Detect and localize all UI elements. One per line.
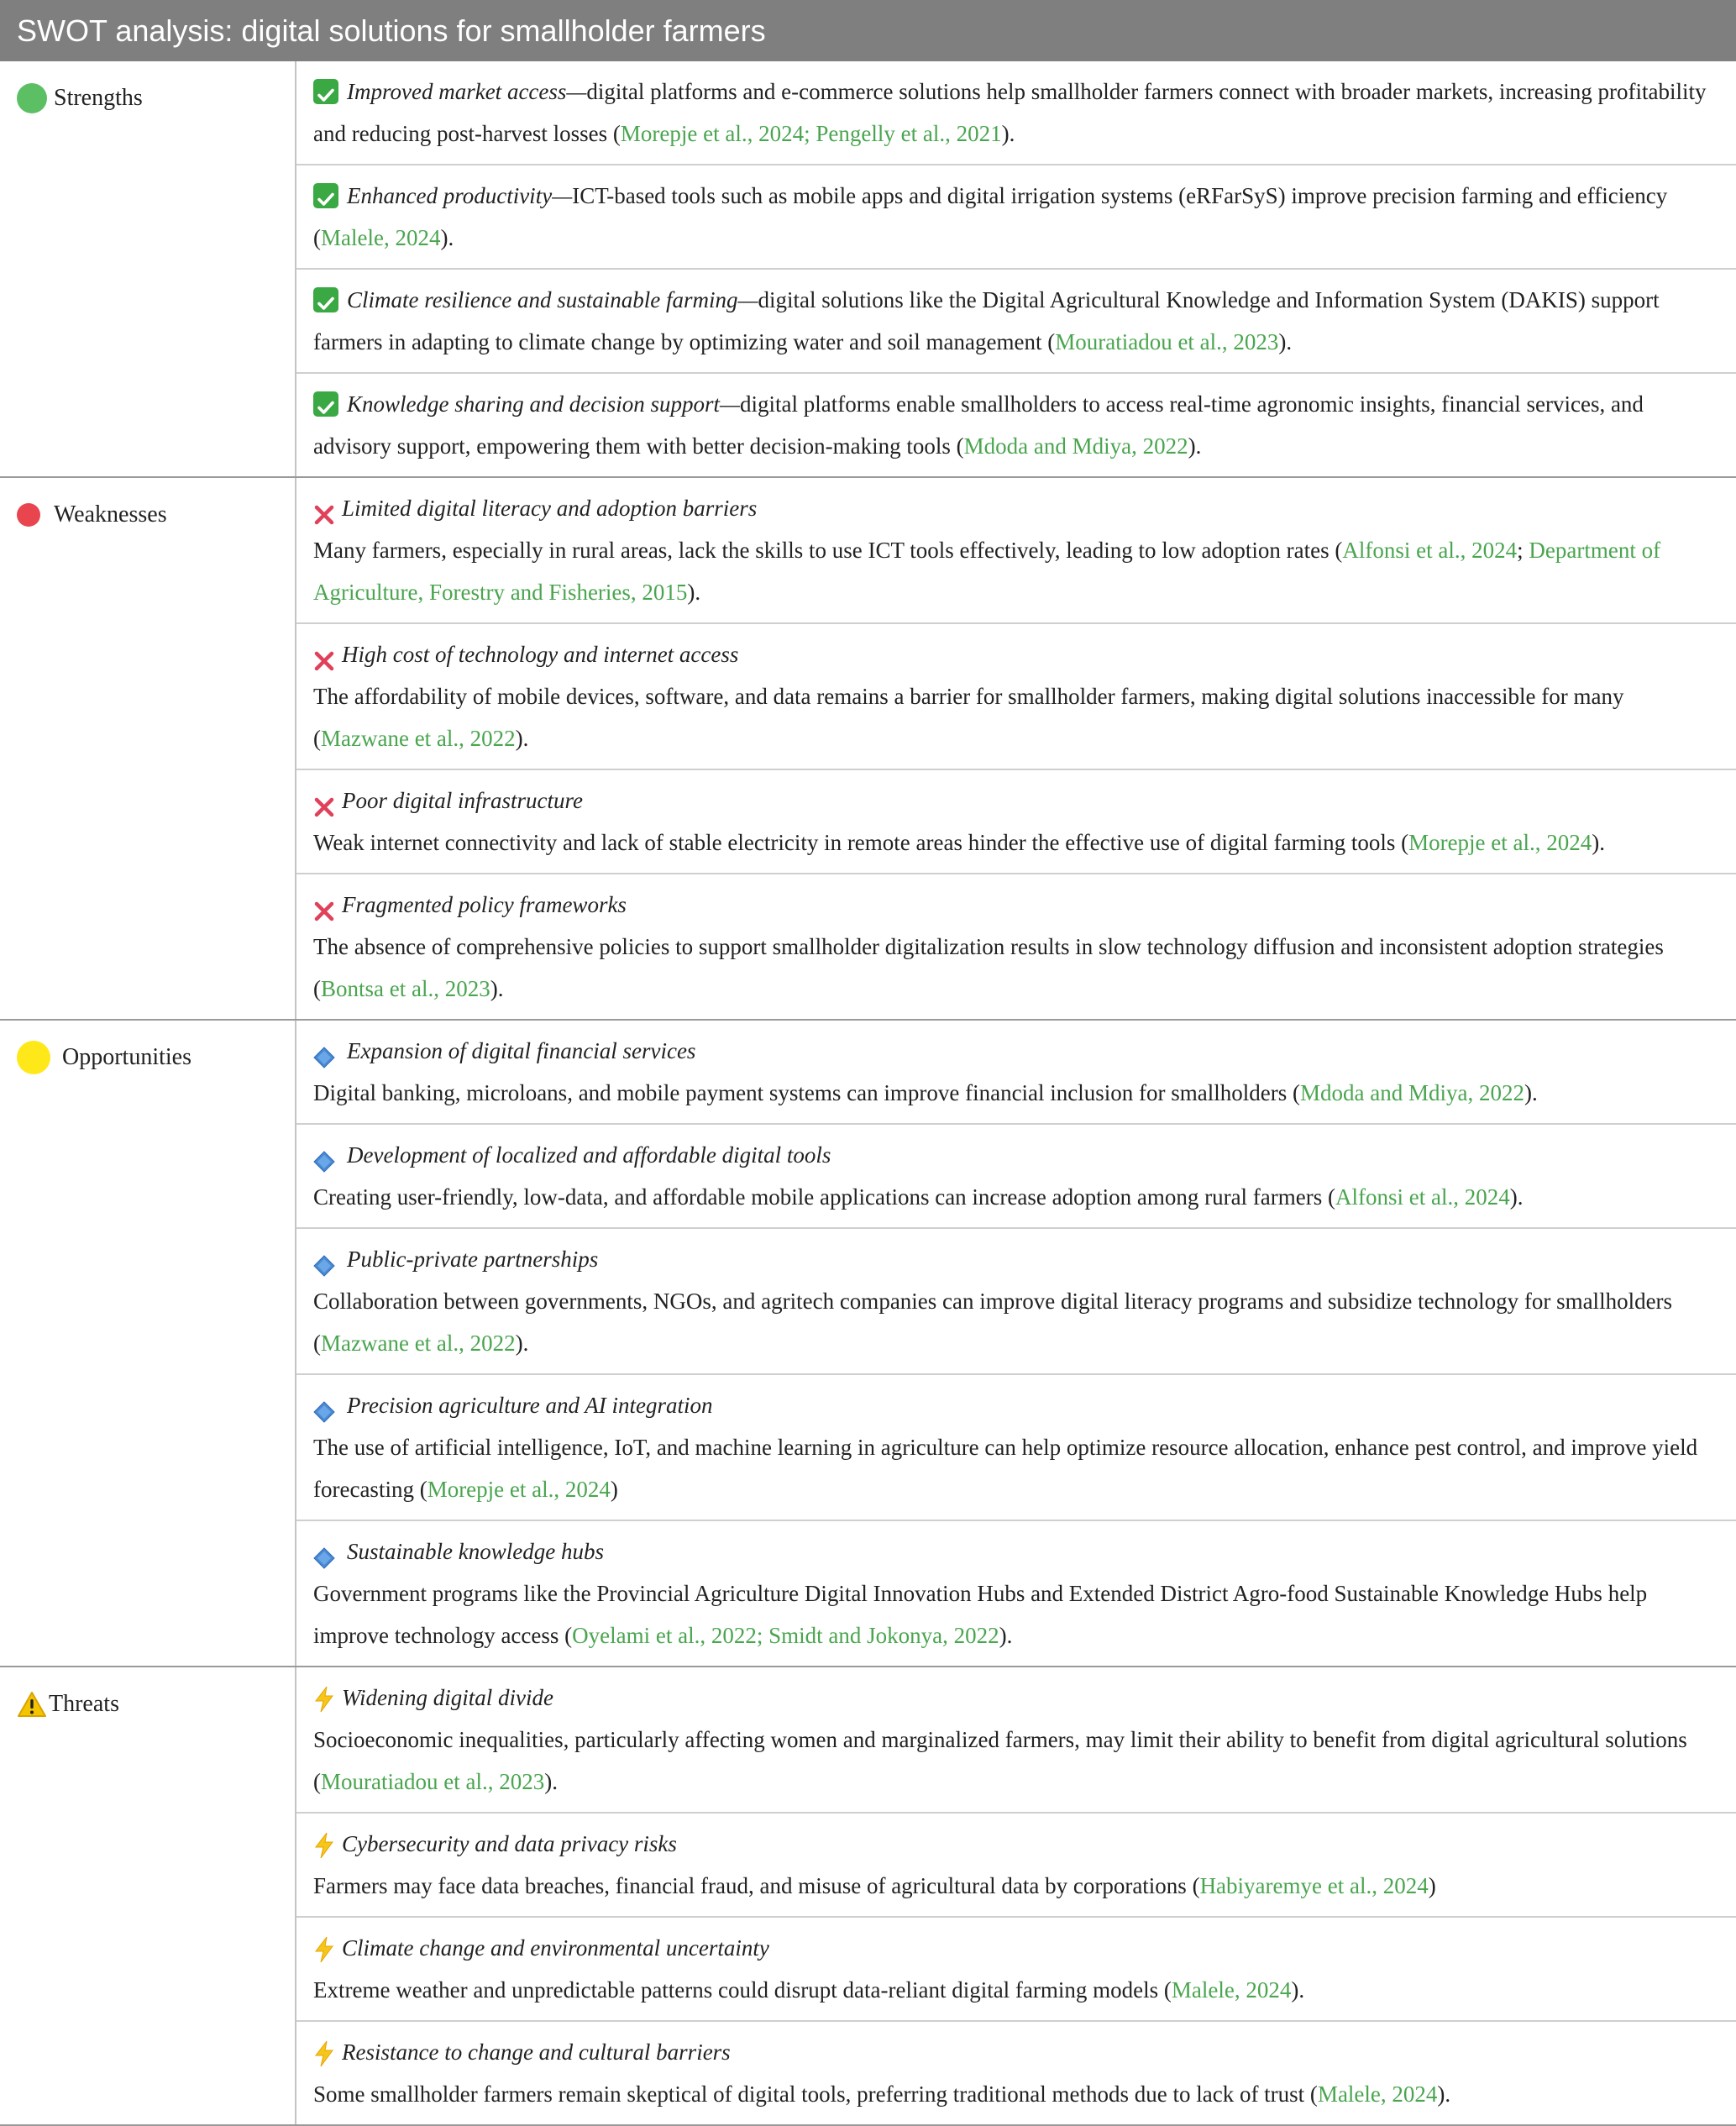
item-heading: Resistance to change and cultural barriers — [342, 2039, 731, 2065]
cross-icon — [313, 894, 335, 916]
item-heading: Fragmented policy frameworks — [342, 892, 627, 917]
citation-link: Mazwane et al., 2022 — [321, 1331, 516, 1356]
table-row — [0, 477, 1736, 623]
cross-icon — [313, 790, 335, 811]
lightning-icon — [313, 2039, 335, 2066]
cross-icon — [313, 497, 335, 519]
item-tail: ). — [999, 1623, 1013, 1648]
item-heading: Climate resilience and sustainable farming — [347, 287, 738, 312]
item-separator: — — [566, 79, 587, 104]
item-description: Creating user-friendly, low-data, and affordable mobile applications can increase adoption among rural farmers ( — [313, 1184, 1335, 1210]
swot-table — [0, 61, 1736, 2126]
lightning-icon — [313, 1830, 335, 1857]
citation-link: Malele, 2024 — [1317, 2081, 1438, 2107]
citation-link: Mdoda and Mdiya, 2022 — [963, 433, 1188, 459]
item-description: Collaboration between governments, NGOs, and agritech companies can improve digital literacy programs and subsidize technology for smallholders ( — [313, 1289, 1673, 1356]
item-cell — [296, 269, 1736, 373]
category-cell — [0, 1667, 296, 2125]
item-separator: — — [720, 391, 741, 417]
item-tail: ). — [515, 726, 529, 751]
category-label: Weaknesses — [54, 501, 167, 528]
item-heading: Expansion of digital financial services — [347, 1038, 696, 1063]
item-cell — [296, 1228, 1736, 1374]
cross-icon — [313, 643, 335, 665]
lightning-icon — [313, 1934, 335, 1961]
item-cell — [296, 1020, 1736, 1124]
item-cell — [296, 1520, 1736, 1667]
item-description: The affordability of mobile devices, software, and data remains a barrier for smallholder farmers, making digital solutions inaccessible for many ( — [313, 684, 1624, 751]
item-cell — [296, 1917, 1736, 2021]
red-circle-icon — [17, 503, 40, 527]
item-description: ICT-based tools such as mobile apps and digital irrigation systems (eRFarSyS) improve precision farming and efficiency ( — [313, 183, 1668, 250]
citation-link: Department of Agriculture, Forestry and Fisheries, 2015 — [313, 538, 1661, 605]
blue-diamond-icon — [313, 1541, 335, 1562]
category-cell — [0, 61, 296, 477]
item-description: Many farmers, especially in rural areas, lack the skills to use ICT tools effectively, leading to low adoption rates ( — [313, 538, 1343, 563]
item-tail: ). — [440, 225, 454, 250]
category-label: Opportunities — [62, 1044, 191, 1070]
item-description: Farmers may face data breaches, financial fraud, and misuse of agricultural data by corporations ( — [313, 1873, 1200, 1898]
green-circle-icon — [17, 83, 47, 113]
check-icon — [313, 183, 338, 208]
item-tail: ). — [1291, 1977, 1305, 2003]
item-cell — [296, 1667, 1736, 1813]
citation-link: Morepje et al., 2024 — [1408, 830, 1592, 855]
item-description: Extreme weather and unpredictable patterns could disrupt data-reliant digital farming models ( — [313, 1977, 1172, 2003]
blue-diamond-icon — [313, 1144, 335, 1166]
item-heading: Limited digital literacy and adoption barriers — [342, 496, 758, 521]
citation-link: Alfonsi et al., 2024 — [1335, 1184, 1510, 1210]
item-heading: Poor digital infrastructure — [342, 788, 584, 813]
warning-icon — [17, 1691, 47, 1718]
item-tail: ). — [1001, 121, 1015, 146]
citation-separator: ; — [1517, 538, 1529, 563]
item-heading: Knowledge sharing and decision support — [347, 391, 720, 417]
item-cell — [296, 874, 1736, 1020]
item-heading: Public-private partnerships — [347, 1247, 599, 1272]
table-title: SWOT analysis: digital solutions for smallholder farmers — [0, 0, 1736, 61]
item-tail: ). — [544, 1769, 558, 1794]
citation-link: Oyelami et al., 2022; Smidt and Jokonya, 2022 — [572, 1623, 999, 1648]
citation-link: Bontsa et al., 2023 — [321, 976, 490, 1001]
category-label: Threats — [49, 1691, 119, 1717]
item-cell — [296, 769, 1736, 874]
item-tail: ). — [515, 1331, 529, 1356]
citation-link: Malele, 2024 — [1171, 1977, 1292, 2003]
item-heading: Precision agriculture and AI integration — [347, 1393, 713, 1418]
citation-link: Mazwane et al., 2022 — [321, 726, 516, 751]
citation-link: Alfonsi et al., 2024 — [1342, 538, 1518, 563]
citation-link: Morepje et al., 2024; Pengelly et al., 2021 — [620, 121, 1002, 146]
item-description: digital platforms enable smallholders to access real-time agronomic insights, financial services, and advisory support, empowering them with better decision-making tools ( — [313, 391, 1644, 459]
item-heading: Enhanced productivity — [347, 183, 553, 208]
check-icon — [313, 287, 338, 312]
item-tail: ). — [1437, 2081, 1451, 2107]
item-cell — [296, 623, 1736, 769]
item-description: digital solutions like the Digital Agricultural Knowledge and Information System (DAKIS) support farmers in adapting to climate change by optimizing water and soil management ( — [313, 287, 1660, 354]
table-row — [0, 1667, 1736, 1813]
item-cell — [296, 1374, 1736, 1520]
citation-link: Mouratiadou et al., 2023 — [1055, 329, 1279, 354]
category-label: Strengths — [54, 85, 143, 111]
item-description: Government programs like the Provincial Agriculture Digital Innovation Hubs and Extended District Agro-food Sustainable Knowledge Hubs help improve technology access ( — [313, 1581, 1648, 1648]
item-heading: High cost of technology and internet access — [342, 642, 739, 667]
item-tail: ). — [1592, 830, 1606, 855]
citation-link: Mdoda and Mdiya, 2022 — [1300, 1080, 1524, 1105]
citation-link: Habiyaremye et al., 2024 — [1199, 1873, 1429, 1898]
item-heading: Cybersecurity and data privacy risks — [342, 1831, 677, 1856]
blue-diamond-icon — [313, 1248, 335, 1270]
citation-link: Mouratiadou et al., 2023 — [321, 1769, 545, 1794]
item-tail: ). — [1188, 433, 1202, 459]
item-tail: ). — [490, 976, 504, 1001]
item-description: Weak internet connectivity and lack of stable electricity in remote areas hinder the effective use of digital farming tools ( — [313, 830, 1409, 855]
item-heading: Improved market access — [347, 79, 567, 104]
item-tail: ). — [1524, 1080, 1538, 1105]
item-separator: — — [552, 183, 573, 208]
item-tail: ) — [1428, 1873, 1436, 1898]
item-cell — [296, 61, 1736, 165]
item-tail: ). — [1509, 1184, 1524, 1210]
item-cell — [296, 1813, 1736, 1917]
item-cell — [296, 165, 1736, 269]
item-cell — [296, 373, 1736, 477]
item-description: The use of artificial intelligence, IoT, and machine learning in agriculture can help optimize resource allocation, enhance pest control, and improve yield forecasting ( — [313, 1435, 1698, 1502]
item-description: Digital banking, microloans, and mobile payment systems can improve financial inclusion for smallholders ( — [313, 1080, 1300, 1105]
item-description: Some smallholder farmers remain skeptical of digital tools, preferring traditional methods due to lack of trust ( — [313, 2081, 1318, 2107]
item-description: Socioeconomic inequalities, particularly affecting women and marginalized farmers, may limit their ability to benefit from digital agricultural solutions ( — [313, 1727, 1687, 1794]
item-description: The absence of comprehensive policies to support smallholder digitalization results in slow technology diffusion and inconsistent adoption strategies ( — [313, 934, 1664, 1001]
citation-link: Malele, 2024 — [321, 225, 441, 250]
blue-diamond-icon — [313, 1040, 335, 1062]
item-heading: Widening digital divide — [342, 1685, 553, 1710]
item-tail: ) — [610, 1477, 618, 1502]
category-cell — [0, 1020, 296, 1667]
item-separator: — — [737, 287, 758, 312]
item-heading: Development of localized and affordable digital tools — [347, 1142, 831, 1168]
item-tail: ). — [1278, 329, 1293, 354]
lightning-icon — [313, 1684, 335, 1711]
item-heading: Sustainable knowledge hubs — [347, 1539, 604, 1564]
check-icon — [313, 79, 338, 104]
check-icon — [313, 391, 338, 417]
item-tail: ). — [687, 580, 701, 605]
category-cell — [0, 477, 296, 1020]
citation-link: Morepje et al., 2024 — [427, 1477, 611, 1502]
item-cell — [296, 477, 1736, 623]
item-description: digital platforms and e-commerce solutions help smallholder farmers connect with broader markets, increasing profitability and reducing post-harvest losses ( — [313, 79, 1707, 146]
table-row — [0, 61, 1736, 165]
item-heading: Climate change and environmental uncertainty — [342, 1935, 769, 1961]
item-cell — [296, 1124, 1736, 1228]
table-row — [0, 1020, 1736, 1124]
yellow-circle-icon — [17, 1041, 50, 1074]
blue-diamond-icon — [313, 1394, 335, 1416]
